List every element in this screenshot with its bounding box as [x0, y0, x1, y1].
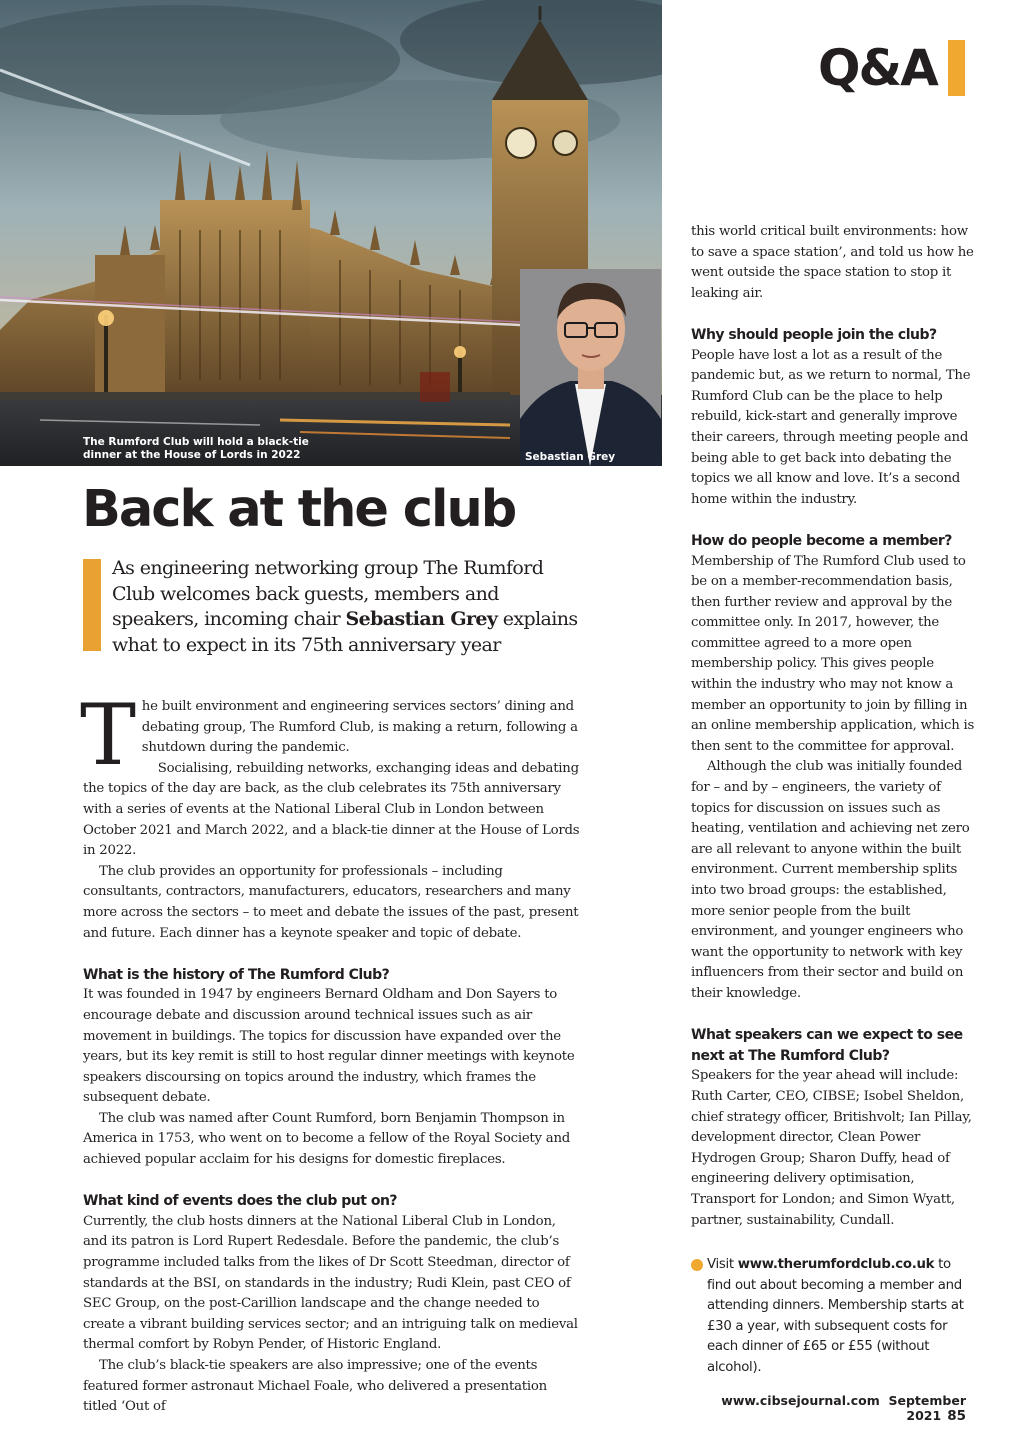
question-heading: What kind of events does the club put on? — [83, 1193, 398, 1210]
intro-text: he built environment and engineering services sectors’ dining and debating group, The Rumford Club, is making a return, following a shutdown during the pandemic. — [141, 699, 578, 756]
note-suffix: to find out about becoming a member and attending dinners. Membership starts at £30 a year, with subsequent costs for each dinner of £65 or £55 (without alcohol). — [707, 1257, 964, 1375]
hero-caption: The Rumford Club will hold a black-tie dinner at the House of Lords in 2022 — [83, 436, 309, 461]
spacer — [691, 1005, 976, 1026]
answer-paragraph: The club was named after Count Rumford, born Benjamin Thompson in America in 1753, who went on to become a fellow of the Royal Society and achieved popular acclaim for his designs for domestic fireplaces. — [83, 1110, 571, 1168]
standfirst-accent-bar — [83, 559, 101, 651]
answer-paragraph: The club’s black-tie speakers are also impressive; one of the events featured former astronaut Michael Foale, who delivered a presentation titled ‘Out of — [83, 1358, 547, 1415]
question-heading: Why should people join the club? — [691, 326, 937, 343]
article-headline: Back at the club — [82, 480, 516, 539]
section-accent-bar — [948, 40, 965, 96]
sebastian-grey-portrait-photo — [520, 269, 661, 466]
answer-paragraph: People have lost a lot as a result of the pandemic but, as we return to normal, The Rumford Club can be the place to help rebuild, kick-start and generally improve their careers, through meeting people and being able to get back into debating the topics we all know and love. It’s a second home within the industry. — [691, 347, 971, 507]
right-column — [691, 222, 976, 1231]
spacer — [83, 1171, 583, 1192]
continued-paragraph: this world critical built environments: how to save a space station’, and told us how he went outside the space station to stop it leaking air. — [691, 224, 974, 301]
answer-paragraph: Membership of The Rumford Club used to be on a member-recommendation basis, then further review and approval by the committee only. In 2017, however, the committee agreed to a more open membership policy. This gives people within the industry who may not know a member an opportunity to join by filling in an online membership application, which is then sent to the committee for approval. — [691, 553, 975, 754]
standfirst-text-end: explains what to expect in its 75th anniversary year — [112, 608, 578, 656]
page-footer — [698, 1393, 966, 1424]
answer-paragraph: Speakers for the year ahead will include: Ruth Carter, CEO, CIBSE; Isobel Sheldon, chief strategy officer, Britishvolt; Ian Pillay, development director, Clean Power Hydrogen Group; Sharon Duffy, head of engineering delivery optimisation, Transport for London; and Simon Wyatt, partner, sustainability, Cundall. — [691, 1068, 972, 1228]
info-note-text — [691, 1255, 976, 1379]
left-column — [80, 686, 583, 1418]
page-number: 85 — [947, 1408, 966, 1424]
footer-site[interactable]: www.cibsejournal.com — [721, 1393, 880, 1408]
intro-paragraph — [80, 686, 583, 784]
spacer — [83, 944, 583, 965]
standfirst-chair-name: Sebastian Grey — [345, 608, 498, 630]
portrait-caption: Sebastian Grey — [525, 451, 616, 463]
standfirst — [112, 556, 582, 658]
bullet-dot-icon — [691, 1259, 703, 1271]
question-heading: What is the history of The Rumford Club? — [83, 966, 390, 983]
question-heading: What speakers can we expect to see next at The Rumford Club? — [691, 1027, 963, 1064]
answer-paragraph: Although the club was initially founded for – and by – engineers, the variety of topics for discussion on issues such as heating, ventilation and achieving net zero are all relevant to anyone within the built environment. Current membership splits into two broad groups: the established, more senior people from the built environment, and younger engineers who want the opportunity to network with key influencers from their sector and build on their knowledge. — [691, 759, 970, 1001]
question-heading: How do people become a member? — [691, 532, 952, 549]
answer-paragraph: Currently, the club hosts dinners at the National Liberal Club in London, and its patron is Lord Rupert Redesdale. Before the pandemic, the club’s programme included talks from the likes of Dr Scott Steedman, director of standards at the BSI, on standards in the industry; Rudi Klein, past CEO of SEC Group, on the post-Carillion landscape and the change needed to create a vibrant building services sector; and an intriguing talk on medieval thermal comfort by Robyn Pender, of Historic England. — [83, 1213, 578, 1353]
standfirst-text-start: As engineering networking group The Rumford Club welcomes back guests, members and speakers, incoming chair — [112, 557, 544, 630]
section-label: Q&A — [818, 39, 937, 97]
answer-paragraph: It was founded in 1947 by engineers Bernard Oldham and Don Sayers to encourage debate and discussion around technical issues such as air movement in buildings. The topics for discussion have expanded over the years, but its key remit is still to host regular dinner meetings with keynote speakers discoursing on topics around the industry, which frames the subsequent debate. — [83, 987, 575, 1106]
spacer — [691, 510, 976, 531]
note-prefix: Visit — [707, 1257, 738, 1272]
portrait-illustration — [520, 269, 661, 466]
footer-date: September 2021 — [888, 1393, 966, 1423]
body-paragraph: Socialising, rebuilding networks, exchanging ideas and debating the topics of the day are back, as the club celebrates its 75th anniversary with a series of events at the National Liberal Club in London between October 2021 and March 2022, and a black-tie dinner at the House of Lords in 2022. — [83, 760, 580, 859]
drop-cap: T — [80, 686, 136, 784]
spacer — [691, 304, 976, 325]
club-website-link[interactable]: www.therumfordclub.co.uk — [737, 1257, 935, 1272]
body-paragraph: The club provides an opportunity for professionals – including consultants, contractors, manufacturers, educators, researchers and many more across the sectors – to meet and debate the issues of the past, present and future. Each dinner has a keynote speaker and topic of debate. — [83, 863, 579, 941]
info-note — [691, 1255, 976, 1379]
